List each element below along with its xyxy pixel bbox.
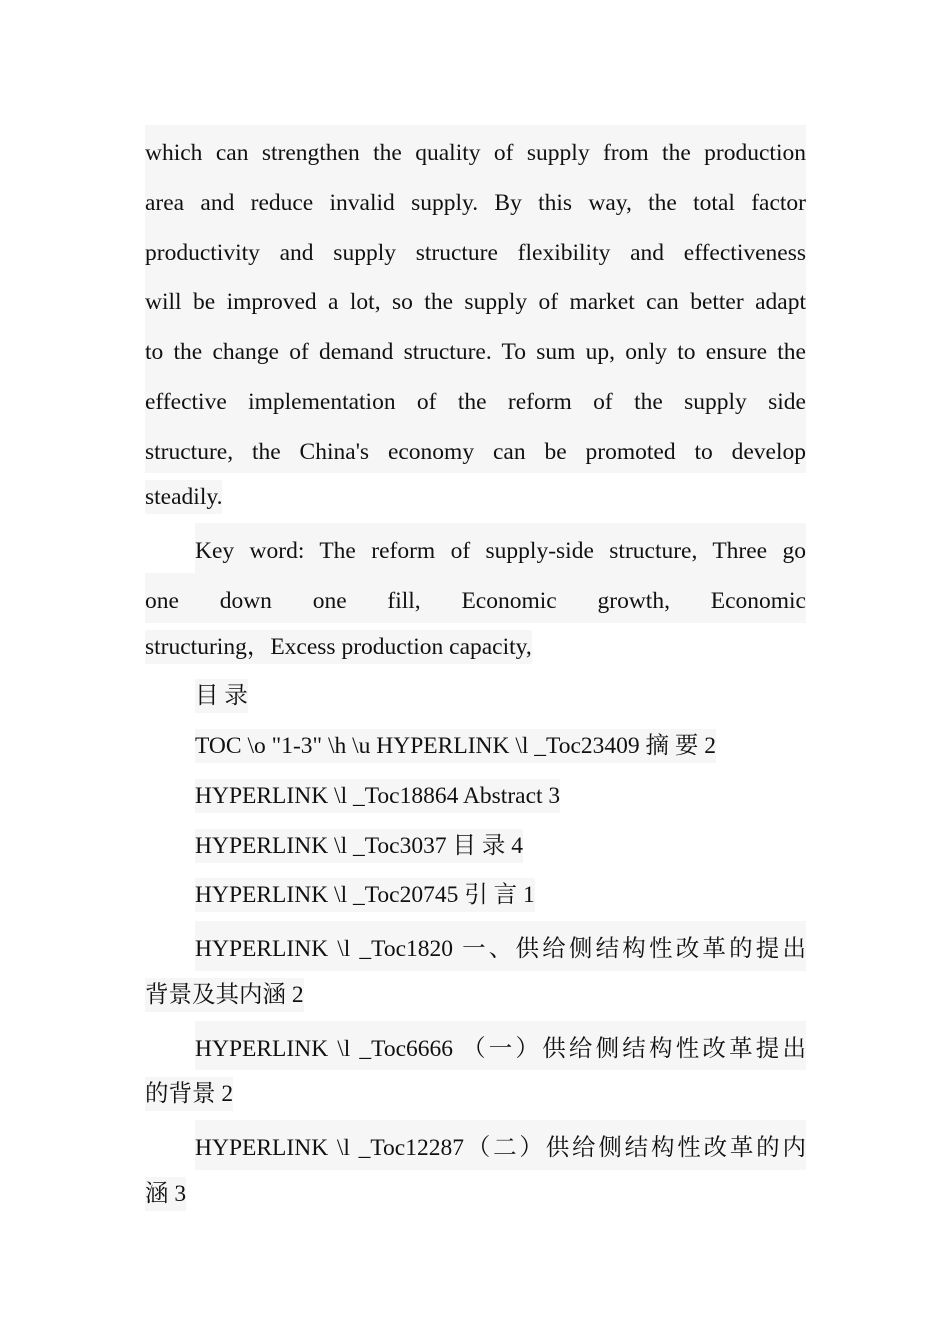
text-line: productivity and supply structure flexibility and effectiveness (145, 225, 806, 275)
text-line: will be improved a lot, so the supply of market can better adapt (145, 274, 806, 324)
toc-entry[interactable]: HYPERLINK \l _Toc1820 一、供给侧结构性改革的提出 (145, 921, 806, 971)
text-line: which can strengthen the quality of supply from the production (145, 125, 806, 175)
keywords-paragraph (145, 523, 806, 672)
text-line: Key word: The reform of supply-side structure, Three go (145, 523, 806, 573)
toc-entry[interactable]: HYPERLINK \l _Toc20745 引 言 1 (145, 871, 806, 921)
toc-entry[interactable]: HYPERLINK \l _Toc6666 （一）供给侧结构性改革提出 (145, 1021, 806, 1071)
abstract-paragraph (145, 125, 806, 523)
text-line: structure, the China's economy can be promoted to develop (145, 424, 806, 474)
toc-entry[interactable]: HYPERLINK \l _Toc3037 目 录 4 (145, 822, 806, 872)
text-line: effective implementation of the reform of the supply side (145, 374, 806, 424)
toc-entry[interactable]: TOC \o "1-3" \h \u HYPERLINK \l _Toc23409 摘 要 2 (145, 722, 806, 772)
toc-entry-continued[interactable]: 背景及其内涵 2 (145, 971, 806, 1021)
toc-title: 目 录 (145, 672, 806, 722)
text-line: steadily. (145, 473, 806, 523)
toc-entry-continued[interactable]: 的背景 2 (145, 1070, 806, 1120)
text-line: one down one fill, Economic growth, Economic (145, 573, 806, 623)
document-page (145, 125, 806, 1220)
text-line: area and reduce invalid supply. By this way, the total factor (145, 175, 806, 225)
text-line: to the change of demand structure. To sum up, only to ensure the (145, 324, 806, 374)
text-line: structuring，Excess production capacity, (145, 623, 806, 673)
table-of-contents (145, 722, 806, 1220)
toc-entry[interactable]: HYPERLINK \l _Toc12287（二）供给侧结构性改革的内 (145, 1120, 806, 1170)
toc-entry-continued[interactable]: 涵 3 (145, 1170, 806, 1220)
toc-entry[interactable]: HYPERLINK \l _Toc18864 Abstract 3 (145, 772, 806, 822)
